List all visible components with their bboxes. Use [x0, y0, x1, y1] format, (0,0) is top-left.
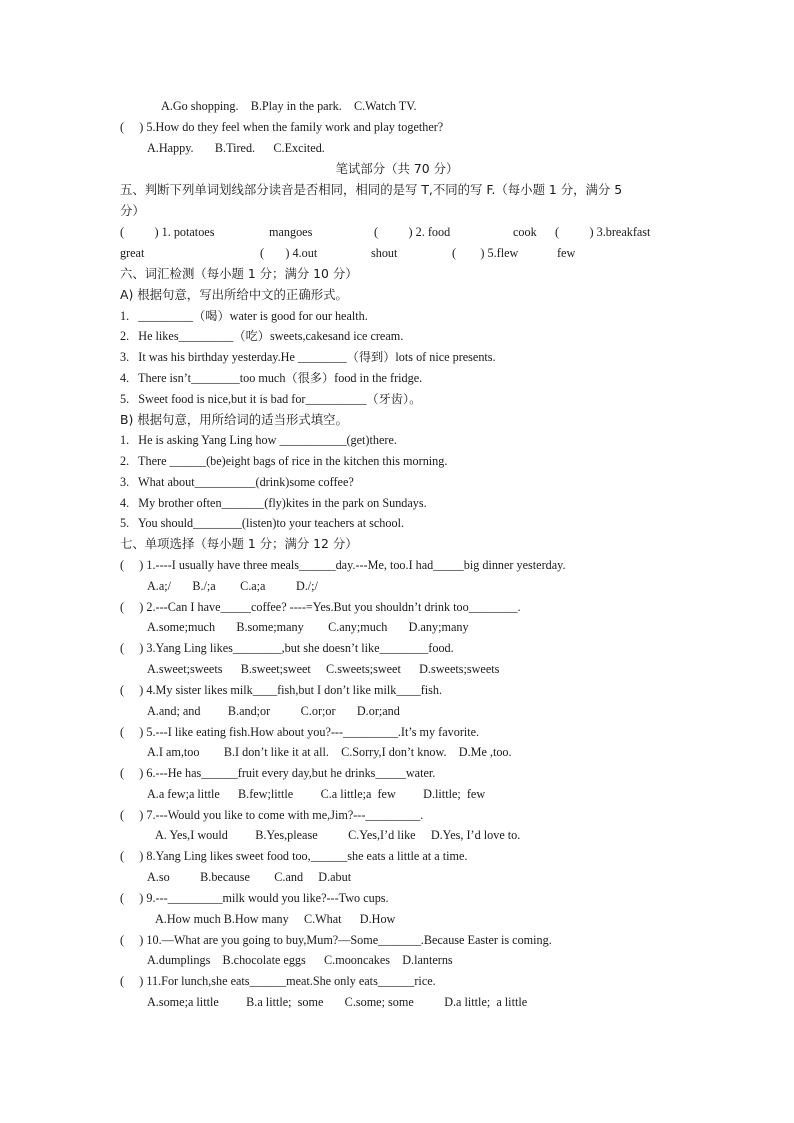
phonics-item-1: ( ) 1. potatoes [120, 225, 215, 239]
listening-q4-options: A.Go shopping. B.Play in the park. C.Watch TV. [161, 99, 417, 113]
phonics-word-great: great [120, 246, 145, 260]
mc-options: A.and; and B.and;or C.or;or D.or;and [147, 704, 400, 718]
mc-question-text: ( ) 8.Yang Ling likes sweet food too,______she eats a little at a time. [120, 849, 468, 863]
phonics-word-cook: cook [513, 225, 537, 239]
mc-options: A.I am,too B.I don’t like it at all. C.Sorry,I don’t know. D.Me ,too. [147, 745, 512, 759]
vocab-a-item-5: 5. Sweet food is nice,but it is bad for__________（牙齿）。 [120, 392, 422, 406]
phonics-item-2: ( ) 2. food [374, 225, 451, 239]
mc-options: A.a few;a little B.few;little C.a little;a few D.little; few [147, 787, 486, 801]
section6-part-a-title: A) 根据句意，写出所给中文的正确形式。 [120, 287, 348, 302]
vocab-a-item-4: 4. There isn’t________too much（很多）food in the fridge. [120, 371, 423, 385]
phonics-item-3: ( ) 3.breakfast [555, 225, 651, 239]
section6-heading: 六、词汇检测（每小题 1 分；满分 10 分） [120, 266, 358, 281]
vocab-b-item-4: 4. My brother often_______(fly)kites in the park on Sundays. [120, 496, 427, 510]
mc-options: A.some;much B.some;many C.any;much D.any;many [147, 620, 469, 634]
mc-options: A.a;/ B./;a C.a;a D./;/ [147, 579, 318, 593]
phonics-item-5: ( ) 5.flew [452, 246, 519, 260]
mc-question-text: ( ) 7.---Would you like to come with me,Jim?---_________. [120, 808, 424, 822]
vocab-b-item-3: 3. What about__________(drink)some coffee? [120, 475, 354, 489]
mc-question-text: ( ) 3.Yang Ling likes________,but she doesn’t like________food. [120, 641, 454, 655]
mc-options: A.some;a little B.a little; some C.some; some D.a little; a little [147, 995, 528, 1009]
mc-question-text: ( ) 2.---Can I have_____coffee? ----=Yes.But you shouldn’t drink too________. [120, 600, 521, 614]
section7-heading: 七、单项选择（每小题 1 分；满分 12 分） [120, 536, 358, 551]
mc-options: A.How much B.How many C.What D.How [155, 912, 396, 926]
mc-question-text: ( ) 11.For lunch,she eats______meat.She only eats______rice. [120, 974, 436, 988]
mc-question-text: ( ) 10.—What are you going to buy,Mum?—Some_______.Because Easter is coming. [120, 933, 552, 947]
vocab-b-item-1: 1. He is asking Yang Ling how ___________(get)there. [120, 433, 397, 447]
listening-q5-options: A.Happy. B.Tired. C.Excited. [147, 141, 325, 155]
vocab-a-item-3: 3. It was his birthday yesterday.He ________（得到）lots of nice presents. [120, 350, 496, 364]
written-part-title: 笔试部分（共 70 分） [335, 161, 459, 176]
phonics-word-mangoes: mangoes [269, 225, 313, 239]
mc-question-text: ( ) 9.---_________milk would you like?---Two cups. [120, 891, 389, 905]
phonics-word-shout: shout [371, 246, 398, 260]
listening-q5: ( ) 5.How do they feel when the family work and play together? [120, 120, 444, 134]
mc-question-text: ( ) 5.---I like eating fish.How about you?---_________.It’s my favorite. [120, 725, 480, 739]
vocab-b-item-2: 2. There ______(be)eight bags of rice in the kitchen this morning. [120, 454, 448, 468]
mc-options: A.dumplings B.chocolate eggs C.mooncakes D.lanterns [147, 953, 453, 967]
mc-question-text: ( ) 6.---He has______fruit every day,but he drinks_____water. [120, 766, 436, 780]
section6-part-b-title: B) 根据句意，用所给词的适当形式填空。 [120, 412, 348, 427]
phonics-item-4: ( ) 4.out [260, 246, 318, 260]
phonics-word-few: few [557, 246, 576, 260]
mc-question-text: ( ) 4.My sister likes milk____fish,but I don’t like milk____fish. [120, 683, 443, 697]
vocab-b-item-5: 5. You should________(listen)to your teachers at school. [120, 516, 405, 530]
vocab-a-item-2: 2. He likes_________（吃）sweets,cakesand ice cream. [120, 329, 404, 343]
vocab-a-item-1: 1. _________（喝）water is good for our health. [120, 309, 368, 323]
mc-question-text: ( ) 1.----I usually have three meals______day.---Me, too.I had_____big dinner yesterday. [120, 558, 566, 572]
section5-heading: 五、判断下列单词划线部分读音是否相同，相同的是写 T,不同的写 F.（每小题 1 分，满分 5 [120, 182, 623, 197]
mc-options: A. Yes,I would B.Yes,please C.Yes,I’d like D.Yes, I’d love to. [155, 828, 521, 842]
mc-options: A.sweet;sweets B.sweet;sweet C.sweets;sweet D.sweets;sweets [147, 662, 500, 676]
section5-heading-cont: 分） [120, 203, 145, 218]
mc-options: A.so B.because C.and D.abut [147, 870, 352, 884]
